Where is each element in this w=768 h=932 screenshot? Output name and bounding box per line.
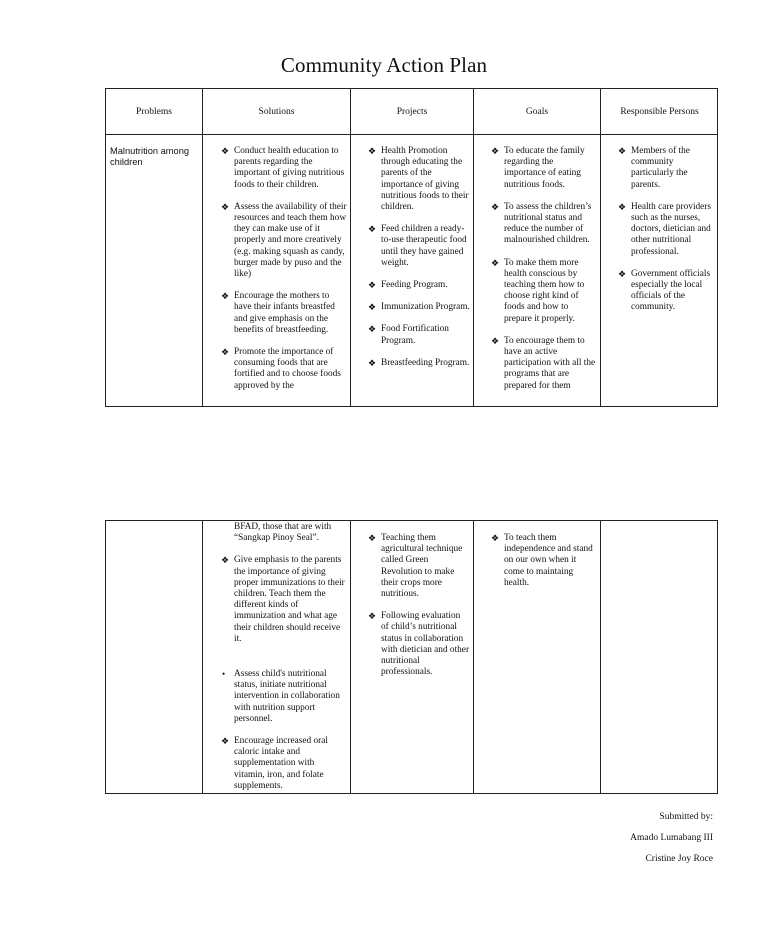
diamond-bullet-icon: ❖ bbox=[368, 357, 377, 368]
header-solutions: Solutions bbox=[258, 106, 295, 117]
diamond-bullet-icon: ❖ bbox=[368, 324, 377, 335]
submitter-name: Amado Lumabang III bbox=[630, 833, 713, 843]
diamond-bullet-icon: ❖ bbox=[221, 555, 230, 566]
column-divider bbox=[600, 89, 601, 406]
diamond-bullet-icon: ❖ bbox=[368, 533, 377, 543]
list-item: ❖ Give emphasis to the parents the importance of giving proper immunizations to their children. Teach them the different kinds of immunization and what age their children should receive it. bbox=[221, 555, 345, 644]
solutions-cell-continued bbox=[221, 522, 347, 792]
diamond-bullet-icon: ❖ bbox=[221, 736, 230, 747]
list-item: ❖ Members of the community particularly the parents. bbox=[618, 146, 690, 190]
header-responsible-persons: Responsible Persons bbox=[620, 106, 699, 117]
column-divider bbox=[350, 521, 351, 793]
submitted-by-label: Submitted by: bbox=[659, 812, 713, 822]
header-projects: Projects bbox=[396, 106, 428, 117]
list-item: ❖ Teaching them agricultural technique called Green Revolution to make their crops more nutritious. bbox=[368, 533, 463, 600]
diamond-bullet-icon: ❖ bbox=[221, 347, 230, 358]
action-plan-table bbox=[105, 88, 718, 407]
list-item: ❖ Assess the availability of their resources and teach them how they can make use of it properly and more creatively (e.g. making squash as candy, burger made by puso and the like) bbox=[221, 201, 347, 280]
solutions-cell bbox=[221, 146, 347, 406]
diamond-bullet-icon: ❖ bbox=[618, 201, 627, 212]
diamond-bullet-icon: ❖ bbox=[221, 201, 230, 212]
dot-bullet-icon: • bbox=[222, 669, 226, 680]
column-divider bbox=[600, 521, 601, 793]
diamond-bullet-icon: ❖ bbox=[368, 611, 377, 622]
list-item: ❖ Encourage the mothers to have their infants breastfed and give emphasis on the benefits of breastfeeding. bbox=[221, 291, 335, 335]
goals-cell bbox=[491, 146, 597, 406]
diamond-bullet-icon: ❖ bbox=[491, 146, 500, 156]
action-plan-table-continued bbox=[105, 520, 718, 794]
list-item: ❖ To teach them independence and stand on our own when it come to maintaing health. bbox=[491, 533, 593, 588]
diamond-bullet-icon: ❖ bbox=[491, 533, 500, 543]
list-item: ❖ To encourage them to have an active participation with all the programs that are prepared for them bbox=[491, 335, 596, 391]
list-item: ❖ Following evaluation of child’s nutritional status in collaboration with dietician and other nutritional professionals. bbox=[368, 611, 470, 678]
column-divider bbox=[350, 89, 351, 406]
list-item: ❖ Promote the importance of consuming foods that are fortified and to choose foods approved by the bbox=[221, 347, 341, 391]
list-item: ❖ Encourage increased oral caloric intake and supplementation with vitamin, iron, and folate supplements. bbox=[221, 736, 328, 791]
list-item: ❖ Health care providers such as the nurses, doctors, dietician and other nutritional professional. bbox=[618, 201, 712, 257]
diamond-bullet-icon: ❖ bbox=[368, 224, 377, 235]
column-divider bbox=[202, 89, 203, 406]
column-divider bbox=[473, 521, 474, 793]
list-item: ❖ Conduct health education to parents regarding the important of giving nutritious foods to their children. bbox=[221, 146, 345, 190]
header-goals: Goals bbox=[525, 106, 549, 117]
problem-cell: Malnutrition among children bbox=[110, 146, 190, 168]
diamond-bullet-icon: ❖ bbox=[221, 291, 230, 302]
column-divider bbox=[473, 89, 474, 406]
list-item: ❖ Food Fortification Program. bbox=[368, 324, 449, 346]
column-divider bbox=[202, 521, 203, 793]
list-item: ❖ Feed children a ready-to-use therapeutic food until they have gained weight. bbox=[368, 224, 467, 268]
diamond-bullet-icon: ❖ bbox=[368, 302, 377, 313]
list-item: ❖ To assess the children’s nutritional status and reduce the number of malnourished children. bbox=[491, 201, 592, 246]
goals-cell-continued bbox=[491, 533, 597, 791]
diamond-bullet-icon: ❖ bbox=[618, 268, 627, 279]
projects-cell-continued bbox=[368, 533, 470, 791]
projects-cell bbox=[368, 146, 470, 406]
diamond-bullet-icon: ❖ bbox=[221, 146, 230, 156]
page-title: Community Action Plan bbox=[280, 53, 488, 77]
diamond-bullet-icon: ❖ bbox=[491, 201, 500, 212]
diamond-bullet-icon: ❖ bbox=[368, 280, 377, 291]
header-problems: Problems bbox=[136, 106, 172, 117]
list-item: ❖ Government officials especially the local officials of the community. bbox=[618, 268, 711, 313]
list-item: ❖ To make them more health conscious by teaching them how to choose right kind of foods and how to prepare it properly. bbox=[491, 257, 585, 324]
responsible-persons-cell bbox=[618, 146, 714, 406]
diamond-bullet-icon: ❖ bbox=[491, 335, 500, 346]
header-divider bbox=[106, 134, 717, 135]
list-item: ❖ To educate the family regarding the importance of eating nutritious foods. bbox=[491, 146, 585, 190]
submitter-name: Cristine Joy Roce bbox=[645, 854, 713, 864]
list-item: ❖ Immunization Program. bbox=[368, 302, 470, 313]
diamond-bullet-icon: ❖ bbox=[491, 257, 500, 268]
diamond-bullet-icon: ❖ bbox=[368, 146, 377, 156]
list-item: • Assess child's nutritional status, initiate nutritional intervention in collaboration with nutrition support personnel. bbox=[222, 669, 340, 724]
list-item-continuation: BFAD, those that are with “Sangkap Pinoy Seal”. bbox=[234, 522, 332, 544]
diamond-bullet-icon: ❖ bbox=[618, 146, 627, 156]
list-item: ❖ Feeding Program. bbox=[368, 280, 448, 291]
list-item: ❖ Breastfeeding Program. bbox=[368, 357, 470, 368]
list-item: ❖ Health Promotion through educating the parents of the importance of giving nutritious foods to their children. bbox=[368, 146, 469, 213]
